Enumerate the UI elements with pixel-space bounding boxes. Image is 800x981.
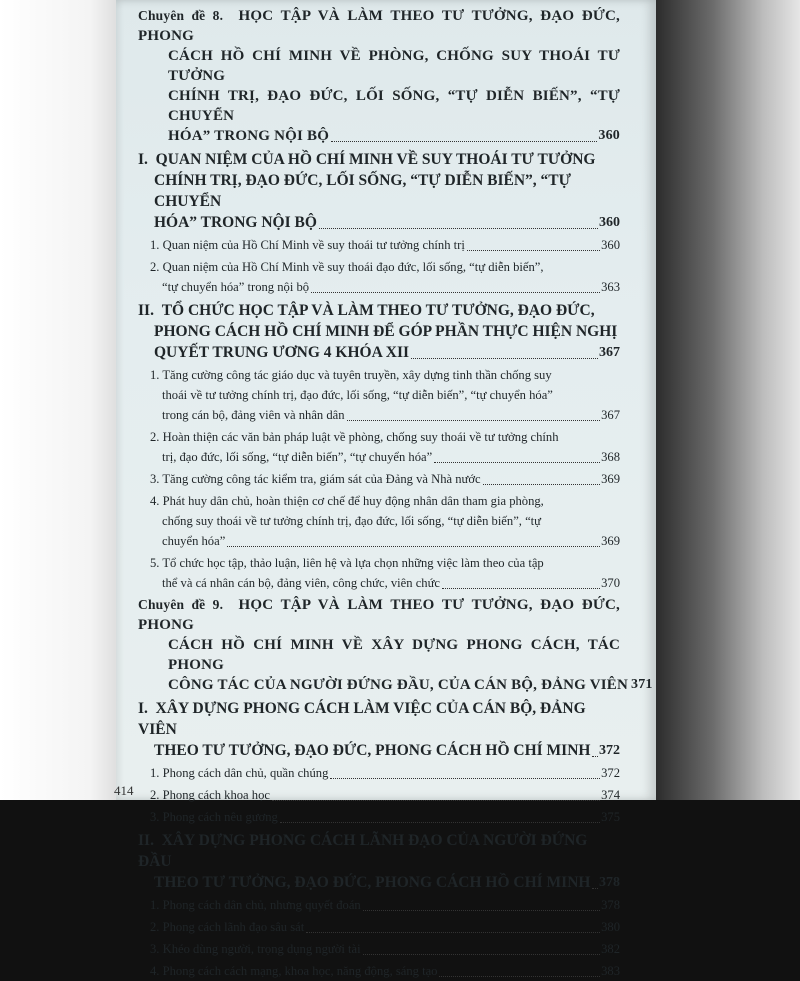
item-page: 380 bbox=[601, 920, 620, 934]
dot-leader bbox=[483, 484, 600, 485]
chapter-8-section-1: I. QUAN NIỆM CỦA HỒ CHÍ MINH VỀ SUY THOÁI TƯ TƯỞNG CHÍNH TRỊ, ĐẠO ĐỨC, LỐI SỐNG, “TỰ DIỄN BIẾN”, “TỰ CHUYỂN HÓA” TRONG NỘI BỘ 360 bbox=[138, 151, 620, 231]
chapter-8-line-1: Chuyên đề 8. HỌC TẬP VÀ LÀM THEO TƯ TƯỞNG, ĐẠO ĐỨC, PHONG bbox=[138, 8, 621, 44]
dot-leader bbox=[280, 822, 600, 823]
dot-leader bbox=[592, 756, 598, 757]
item-page: 375 bbox=[601, 810, 620, 824]
dot-leader bbox=[411, 358, 598, 359]
item-page: 370 bbox=[601, 576, 620, 590]
dot-leader bbox=[330, 778, 600, 779]
item-page: 369 bbox=[601, 534, 620, 548]
dot-leader bbox=[311, 292, 600, 293]
chapter-8-page: 360 bbox=[598, 128, 620, 143]
dot-leader bbox=[442, 588, 600, 589]
dot-leader bbox=[439, 976, 600, 977]
background-left bbox=[0, 0, 120, 800]
item-page: 374 bbox=[601, 788, 620, 802]
toc-item: 5. Tổ chức học tập, thảo luận, liên hệ và lựa chọn những việc làm theo của tập thể và cá nhân cán bộ, đảng viên, công chức, viên chức 370 bbox=[138, 553, 620, 593]
item-page: 383 bbox=[601, 964, 620, 978]
chapter-8-heading bbox=[138, 6, 620, 146]
dot-leader bbox=[434, 462, 600, 463]
chapter-8-section-2: II. TỔ CHỨC HỌC TẬP VÀ LÀM THEO TƯ TƯỞNG, ĐẠO ĐỨC, PHONG CÁCH HỒ CHÍ MINH ĐỂ GÓP PHẦN THỰC HIỆN NGHỊ QUYẾT TRUNG ƯƠNG 4 KHÓA XII 367 bbox=[138, 302, 620, 361]
toc-item: 3. Khéo dùng người, trọng dụng người tài 382 bbox=[138, 939, 620, 959]
toc-item: 3. Tăng cường công tác kiểm tra, giám sát của Đảng và Nhà nước 369 bbox=[138, 469, 620, 489]
item-page: 382 bbox=[601, 942, 620, 956]
item-page: 372 bbox=[601, 766, 620, 780]
toc-item: 1. Quan niệm của Hồ Chí Minh về suy thoái tư tưởng chính trị 360 bbox=[138, 235, 620, 255]
item-page: 369 bbox=[601, 472, 620, 486]
chapter-9-heading: Chuyên đề 9. HỌC TẬP VÀ LÀM THEO TƯ TƯỞNG, ĐẠO ĐỨC, PHONG CÁCH HỒ CHÍ MINH VỀ XÂY DỰNG PHONG CÁCH, TÁC PHONG CÔNG TÁC CỦA NGƯỜI ĐỨNG ĐẦU, CỦA CÁN BỘ, ĐẢNG VIÊN 371 bbox=[138, 597, 653, 693]
section-page: 372 bbox=[599, 743, 620, 758]
chapter-8-line-3: CHÍNH TRỊ, ĐẠO ĐỨC, LỐI SỐNG, “TỰ DIỄN BIẾN”, “TỰ CHUYỂN bbox=[168, 88, 620, 124]
background-right bbox=[654, 0, 800, 800]
chapter-8-line-4: HÓA” TRONG NỘI BỘ 360 bbox=[168, 128, 620, 144]
toc-item: 1. Tăng cường công tác giáo dục và tuyên truyền, xây dựng tinh thần chống suy thoái về tư tưởng chính trị, đạo đức, lối sống, “tự diễn biến”, “tự chuyển hóa” trong cán bộ, đảng viên và nhân dân 367 bbox=[138, 365, 620, 425]
dot-leader bbox=[363, 910, 600, 911]
dot-leader bbox=[306, 932, 600, 933]
chapter-8-line-2: CÁCH HỒ CHÍ MINH VỀ PHÒNG, CHỐNG SUY THOÁI TƯ TƯỞNG bbox=[168, 48, 620, 84]
item-page: 378 bbox=[601, 898, 620, 912]
chapter-9-section-1: I. XÂY DỰNG PHONG CÁCH LÀM VIỆC CỦA CÁN BỘ, ĐẢNG VIÊN THEO TƯ TƯỞNG, ĐẠO ĐỨC, PHONG CÁCH HỒ CHÍ MINH 372 bbox=[138, 700, 620, 759]
section-page: 360 bbox=[599, 215, 620, 230]
toc-item: 1. Phong cách dân chủ, nhưng quyết đoán 378 bbox=[138, 895, 620, 915]
dot-leader bbox=[319, 228, 598, 229]
dot-leader bbox=[227, 546, 600, 547]
page-number: 414 bbox=[114, 783, 134, 798]
dot-leader bbox=[331, 141, 597, 142]
toc-item: 2. Phong cách lãnh đạo sâu sát 380 bbox=[138, 917, 620, 937]
chapter-9-label: Chuyên đề 9. bbox=[138, 597, 224, 612]
toc-item: 4. Phát huy dân chủ, hoàn thiện cơ chế để huy động nhân dân tham gia phòng, chống suy thoái về tư tưởng chính trị, đạo đức, lối sống, “tự diễn biến”, “tự chuyển hóa” 369 bbox=[138, 491, 620, 551]
section-page: 378 bbox=[599, 875, 620, 890]
toc-item: 1. Phong cách dân chủ, quần chúng 372 bbox=[138, 763, 620, 783]
dot-leader bbox=[467, 250, 600, 251]
toc-item: 2. Hoàn thiện các văn bản pháp luật về phòng, chống suy thoái về tư tưởng chính trị, đạo đức, lối sống, “tự diễn biến”, “tự chuyển hóa” 368 bbox=[138, 427, 620, 467]
dot-leader bbox=[272, 800, 600, 801]
toc-item: 2. Quan niệm của Hồ Chí Minh về suy thoái đạo đức, lối sống, “tự diễn biến”, “tự chuyển hóa” trong nội bộ 363 bbox=[138, 257, 620, 297]
chapter-8-label: Chuyên đề 8. bbox=[138, 8, 224, 23]
item-page: 360 bbox=[601, 238, 620, 252]
toc-item: 3. Phong cách nêu gương 375 bbox=[138, 807, 620, 827]
table-of-contents bbox=[138, 4, 653, 981]
chapter-9-section-2: II. XÂY DỰNG PHONG CÁCH LÃNH ĐẠO CỦA NGƯỜI ĐỨNG ĐẦU THEO TƯ TƯỞNG, ĐẠO ĐỨC, PHONG CÁCH HỒ CHÍ MINH 378 bbox=[138, 832, 620, 891]
chapter-9-page: 371 bbox=[631, 677, 653, 692]
item-page: 363 bbox=[601, 280, 620, 294]
section-page: 367 bbox=[599, 345, 620, 360]
toc-item: 2. Phong cách khoa học 374 bbox=[138, 785, 620, 805]
dot-leader bbox=[347, 420, 601, 421]
toc-item: 4. Phong cách cách mạng, khoa học, năng động, sáng tạo 383 bbox=[138, 961, 620, 981]
dot-leader bbox=[363, 954, 600, 955]
item-page: 367 bbox=[601, 408, 620, 422]
dot-leader bbox=[592, 888, 598, 889]
item-page: 368 bbox=[601, 450, 620, 464]
